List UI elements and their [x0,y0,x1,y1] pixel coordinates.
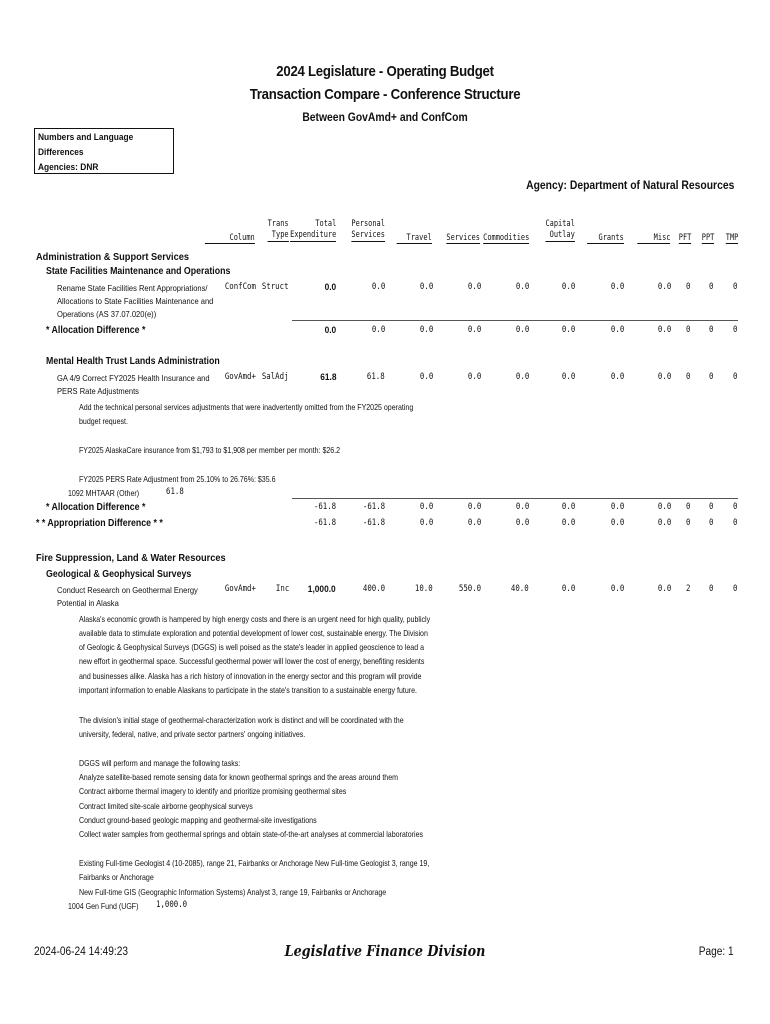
row3-desc-line2: Potential in Alaska [57,598,119,608]
report-title-line2: Transaction Compare - Conference Structure [249,86,521,103]
approp2-ppt: 0 [708,518,713,528]
approp2-travel: 0.0 [419,518,433,528]
row3-p3-line: Analyze satellite-based remote sensing data for known geothermal springs and the areas around them [79,773,399,782]
row3-column: GovAmd+ [224,584,256,594]
col-trans-header [268,219,289,242]
row1-type: Struct [262,282,289,292]
row2-fund-source: 1092 MHTAAR (Other) [68,489,140,498]
col-tmp-header [725,233,738,244]
col-services-label: Services [446,233,480,243]
alloc2-capital: 0.0 [561,502,575,512]
alloc1-pft: 0 [685,325,690,335]
row3-pft: 2 [685,584,690,594]
col-grants-header [587,233,624,244]
box-line-1: Numbers and Language [38,132,134,143]
col-pft-header [678,233,691,244]
row1-total: 0.0 [324,282,336,293]
col-travel-header [397,233,432,244]
row2-ppt: 0 [708,372,713,382]
row3-p2-line: university, federal, native, and private sector partners' ongoing initiatives. [79,730,306,739]
alloc2-pft: 0 [685,502,690,512]
row1-travel: 0.0 [419,282,433,292]
footer-page-number: Page: 1 [699,946,734,958]
col-ppt-header [701,233,714,244]
row2-column: GovAmd+ [224,372,256,382]
row1-ppt: 0 [708,282,713,292]
row1-misc: 0.0 [657,282,671,292]
row1-ps: 0.0 [371,282,385,292]
col-pft-label: PFT [678,233,691,243]
row2-desc-line2: PERS Rate Adjustments [57,386,139,396]
row3-p1-line: of Geologic & Geophysical Surveys (DGGS) is well poised as the state's leader in applied geoscience to lead a [79,643,424,652]
col-tmp-label: TMP [725,233,738,243]
row1-capital: 0.0 [561,282,575,292]
row2-note-4: FY2025 PERS Rate Adjustment from 25.10% to 26.76%: $35.6 [79,475,276,484]
row3-p4-line: Fairbanks or Anchorage [79,873,154,882]
alloc2-commodities: 0.0 [515,502,529,512]
row3-fund-amount: 1,000.0 [156,900,188,910]
alloc1-grants: 0.0 [610,325,624,335]
alloc1-ppt: 0 [708,325,713,335]
row1-tmp: 0 [732,282,737,292]
row2-ps: 61.8 [367,372,385,382]
alloc1-travel: 0.0 [419,325,433,335]
row3-p1-line: Alaska's economic growth is hampered by high energy costs and there is an urgent need for high quality, publicly [79,615,431,624]
row2-note-2: budget request. [79,417,128,426]
report-subtitle: Between GovAmd+ and ConfCom [302,112,468,124]
row3-commodities: 40.0 [511,584,529,594]
row2-travel: 0.0 [419,372,433,382]
row2-pft: 0 [685,372,690,382]
row3-p4-line: New Full-time GIS (Geographic Information Systems) Analyst 3, range 19, Fairbanks or Anchorage [79,888,387,897]
row3-p1-line: important information to enable Alaskans to participate in the state's transition to a sustainable energy future. [79,686,417,695]
row2-fund-amount: 61.8 [166,487,184,497]
row1-pft: 0 [685,282,690,292]
row3-p3-line: Conduct ground-based geologic mapping and geothermal-site investigations [79,816,317,825]
approp2-ps: -61.8 [362,518,385,528]
row1-desc-line1: Rename State Facilities Rent Appropriations/ [57,283,208,293]
allocation-sfm-title: State Facilities Maintenance and Operations [46,266,231,277]
row3-total: 1,000.0 [308,584,336,595]
row3-p1-line: new effort in geothermal space. Successful geothermal power will lower the cost of energy, benefiting residents [79,657,425,666]
row3-p4-line: Existing Full-time Geologist 4 (10-2085), range 21, Fairbanks or Anchorage New Full-time Geologist 3, range 19, [79,859,430,868]
row3-services: 550.0 [458,584,481,594]
approp2-pft: 0 [685,518,690,528]
approp2-capital: 0.0 [561,518,575,528]
row1-services: 0.0 [467,282,481,292]
alloc1-capital: 0.0 [561,325,575,335]
alloc1-services: 0.0 [467,325,481,335]
col-capital-label2: Outlay [546,230,575,242]
col-misc-label: Misc [637,233,670,244]
row1-desc-line2: Allocations to State Facilities Maintenance and [57,296,214,306]
footer-timestamp: 2024-06-24 14:49:23 [34,946,128,958]
approp2-commodities: 0.0 [515,518,529,528]
approp2-grants: 0.0 [610,518,624,528]
row1-desc-line3: Operations (AS 37.07.020(e)) [57,309,157,319]
col-ps-label2: Services [351,230,385,240]
row3-type: Inc [275,584,289,594]
row3-grants: 0.0 [610,584,624,594]
col-column-header [205,233,255,244]
row3-p3-line: DGGS will perform and manage the following tasks: [79,759,241,768]
approp2-total: -61.8 [313,518,336,528]
row3-p3-line: Contract airborne thermal imagery to identify and prioritize promising geothermal sites [79,787,347,796]
row1-commodities: 0.0 [515,282,529,292]
row2-misc: 0.0 [657,372,671,382]
row3-p3-line: Collect water samples from geothermal springs and obtain state-of-the-art analyses at commercial laboratories [79,830,424,839]
col-commodities-header [483,233,529,244]
alloc2-ps: -61.8 [362,502,385,512]
alloc2-label: * Allocation Difference * [46,502,146,513]
footer-division-logo: Legislative Finance Division [284,942,486,960]
approp2-tmp: 0 [732,518,737,528]
alloc1-total: 0.0 [324,325,336,336]
filter-info-box [34,128,174,174]
agency-heading: Agency: Department of Natural Resources [525,180,734,192]
row2-total: 61.8 [319,372,336,383]
row3-p2-line: The division's initial stage of geothermal-characterization work is distinct and will be coordinated with the [79,716,404,725]
row3-tmp: 0 [732,584,737,594]
col-total-label2: Expenditure [289,230,336,240]
row2-type: SalAdj [262,372,289,382]
col-total-header [290,219,336,242]
alloc2-services: 0.0 [467,502,481,512]
alloc2-ppt: 0 [708,502,713,512]
col-commodities-label: Commodities [482,233,529,243]
col-total-label1: Total [315,219,336,229]
row2-commodities: 0.0 [515,372,529,382]
row2-note-1: Add the technical personal services adjustments that were inadvertently omitted from the FY2025 operating [79,403,414,412]
subtotal-rule [292,498,738,499]
row2-services: 0.0 [467,372,481,382]
alloc1-tmp: 0 [732,325,737,335]
row3-p1-line: and businesses alike. Alaska has a rich history of innovation in the energy sector and this program will provide [79,672,422,681]
row3-fund-source: 1004 Gen Fund (UGF) [68,902,139,911]
row1-grants: 0.0 [610,282,624,292]
report-title-line1: 2024 Legislature - Operating Budget [276,63,494,80]
col-ppt-label: PPT [701,233,714,243]
row3-ppt: 0 [708,584,713,594]
alloc2-misc: 0.0 [657,502,671,512]
alloc2-grants: 0.0 [610,502,624,512]
col-column-label: Column [205,233,255,244]
row3-ps: 400.0 [362,584,385,594]
col-capital-label1: Capital [545,219,575,229]
section-admin-support: Administration & Support Services [36,251,190,263]
row2-grants: 0.0 [610,372,624,382]
row3-p1-line: available data to stimulate exploration and potential development of lower cost, sustainable energy. The Division [79,629,428,638]
alloc2-tmp: 0 [732,502,737,512]
box-line-2: Differences [38,147,84,158]
row2-capital: 0.0 [561,372,575,382]
subtotal-rule [292,320,738,321]
row3-travel: 10.0 [415,584,433,594]
alloc1-commodities: 0.0 [515,325,529,335]
alloc1-label: * Allocation Difference * [46,325,146,336]
col-capital-header [546,219,575,242]
col-services-header [446,233,480,244]
col-misc-header [637,233,670,244]
row2-note-3: FY2025 AlaskaCare insurance from $1,793 to $1,908 per member per month: $26.2 [79,446,341,455]
box-line-3: Agencies: DNR [38,162,99,173]
row1-column: ConfCom [224,282,256,292]
col-trans-label1: Trans [268,219,289,229]
col-grants-label: Grants [587,233,624,244]
approp2-label: * * Appropriation Difference * * [36,518,163,529]
col-travel-label: Travel [397,233,432,244]
approp2-misc: 0.0 [657,518,671,528]
alloc1-ps: 0.0 [371,325,385,335]
section-fire-suppression: Fire Suppression, Land & Water Resources [36,552,226,564]
col-ps-label1: Personal [351,219,385,229]
alloc1-misc: 0.0 [657,325,671,335]
col-trans-label2: Type [268,230,289,242]
alloc2-travel: 0.0 [419,502,433,512]
row3-misc: 0.0 [657,584,671,594]
approp2-services: 0.0 [467,518,481,528]
alloc2-total: -61.8 [313,502,336,512]
allocation-ggs-title: Geological & Geophysical Surveys [46,569,192,580]
row2-desc-line1: GA 4/9 Correct FY2025 Health Insurance and [57,373,210,383]
row2-tmp: 0 [732,372,737,382]
row3-p3-line: Contract limited site-scale airborne geophysical surveys [79,802,253,811]
row3-desc-line1: Conduct Research on Geothermal Energy [57,585,198,595]
allocation-mhtla-title: Mental Health Trust Lands Administration [46,356,220,367]
row3-capital: 0.0 [561,584,575,594]
col-ps-header [351,219,385,242]
